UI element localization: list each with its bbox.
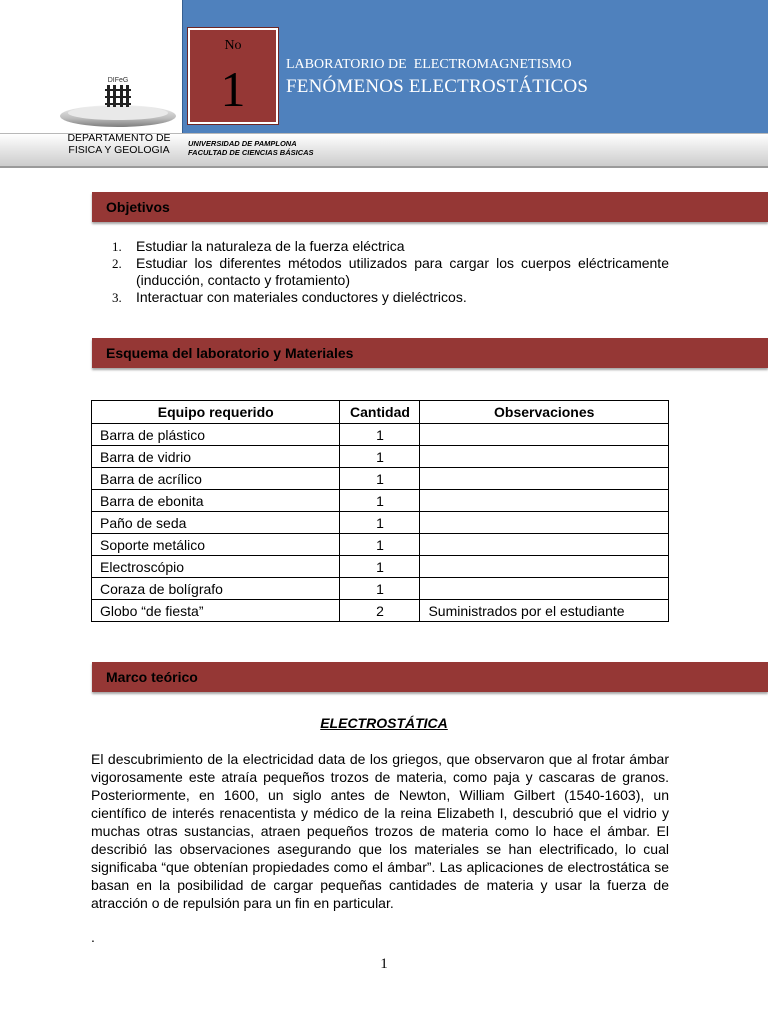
equipment-cell: Barra de acrílico [92, 468, 340, 490]
trailing-dot: . [91, 929, 95, 945]
lab-number-box [188, 28, 278, 124]
column-header-observations: Observaciones [420, 401, 669, 424]
section-bar-theory [92, 662, 768, 692]
department-logo [58, 72, 178, 130]
theory-paragraph: El descubrimiento de la electricidad data de los griegos, que observaron que al frotar ámbar vigorosamente este atraía pequeños trozos de materia, como paja y cascaras de granos. Posteriormente, en 1600, un siglo antes de Newton, William Gilbert (1540-1603), un científico de interés renacentista y médico de la reina Elizabeth I, descubrió que el vidrio y muchas otras sustancias, atraen pequeños trozos de materia como lo hace el ámbar. El describió las observaciones asegurando que los materiales se han electrificado, lo cual significaba “que obtenían propiedades como el ámbar”. Las aplicaciones de electrostática se basan en la posibilidad de cargar pequeñas cantidades de materia y usar la fuerza de atracción o de repulsión para un fin en particular. [91, 751, 669, 911]
objective-item [112, 255, 669, 289]
objective-number: 2. [112, 256, 122, 271]
header-gray-rule [0, 166, 768, 168]
table-row [92, 446, 669, 468]
quantity-cell: 1 [340, 534, 420, 556]
section-title-materials: Esquema del laboratorio y Materiales [106, 345, 354, 361]
section-title-theory: Marco teórico [106, 669, 198, 685]
department-name [56, 132, 182, 156]
table-row [92, 424, 669, 446]
table-row [92, 512, 669, 534]
table-row [92, 534, 669, 556]
quantity-cell: 1 [340, 490, 420, 512]
lab-subtitle: FENÓMENOS ELECTROSTÁTICOS [286, 76, 589, 97]
equipment-cell: Globo “de fiesta” [92, 600, 340, 622]
quantity-cell: 1 [340, 424, 420, 446]
observations-cell [420, 512, 669, 534]
equipment-cell: Barra de vidrio [92, 446, 340, 468]
observations-cell [420, 578, 669, 600]
equipment-cell: Soporte metálico [92, 534, 340, 556]
observations-cell [420, 446, 669, 468]
quantity-cell: 1 [340, 512, 420, 534]
table-row [92, 490, 669, 512]
quantity-cell: 2 [340, 600, 420, 622]
objective-item [112, 238, 669, 255]
table-row [92, 556, 669, 578]
faculty-name: FACULTAD DE CIENCIAS BÁSICAS [188, 148, 314, 157]
lab-number: 1 [220, 61, 246, 117]
table-row [92, 468, 669, 490]
lab-number-label: No [224, 38, 242, 53]
observations-cell: Suministrados por el estudiante [420, 600, 669, 622]
table-header-row [92, 401, 669, 424]
observations-cell [420, 424, 669, 446]
header-divider [182, 0, 183, 133]
objective-text: Estudiar los diferentes métodos utilizados para cargar los cuerpos eléctricamente (inducción, contacto y frotamiento) [136, 255, 669, 288]
observations-cell [420, 490, 669, 512]
section-bar-materials [92, 338, 768, 368]
quantity-cell: 1 [340, 556, 420, 578]
quantity-cell: 1 [340, 578, 420, 600]
equipment-cell: Barra de ebonita [92, 490, 340, 512]
equipment-table [91, 400, 669, 622]
observations-cell [420, 534, 669, 556]
objective-item [112, 289, 669, 306]
quantity-cell: 1 [340, 446, 420, 468]
section-title-objectives: Objetivos [106, 199, 170, 215]
equipment-cell: Electroscópio [92, 556, 340, 578]
quantity-cell: 1 [340, 468, 420, 490]
page-number: 1 [380, 956, 388, 972]
table-row [92, 600, 669, 622]
equipment-cell: Paño de seda [92, 512, 340, 534]
column-header-equipment: Equipo requerido [92, 401, 340, 424]
table-row [92, 578, 669, 600]
objectives-list [112, 238, 669, 306]
objective-text: Estudiar la naturaleza de la fuerza eléctrica [136, 238, 405, 254]
equipment-cell: Coraza de bolígrafo [92, 578, 340, 600]
column-header-quantity: Cantidad [340, 401, 420, 424]
objective-number: 3. [112, 290, 122, 305]
objective-text: Interactuar con materiales conductores y dieléctricos. [136, 289, 467, 305]
university-name: UNIVERSIDAD DE PAMPLONA [188, 139, 297, 148]
section-bar-objectives [92, 192, 768, 222]
observations-cell [420, 556, 669, 578]
logo-text: DIFeG [107, 77, 129, 84]
objective-number: 1. [112, 239, 122, 254]
university-block [188, 139, 314, 157]
theory-heading: ELECTROSTÁTICA [320, 715, 448, 731]
department-line1: DEPARTAMENTO DE [67, 132, 171, 144]
observations-cell [420, 468, 669, 490]
department-line2: FISICA Y GEOLOGIA [68, 144, 170, 156]
equipment-cell: Barra de plástico [92, 424, 340, 446]
lab-title: LABORATORIO DE ELECTROMAGNETISMO [286, 57, 572, 72]
